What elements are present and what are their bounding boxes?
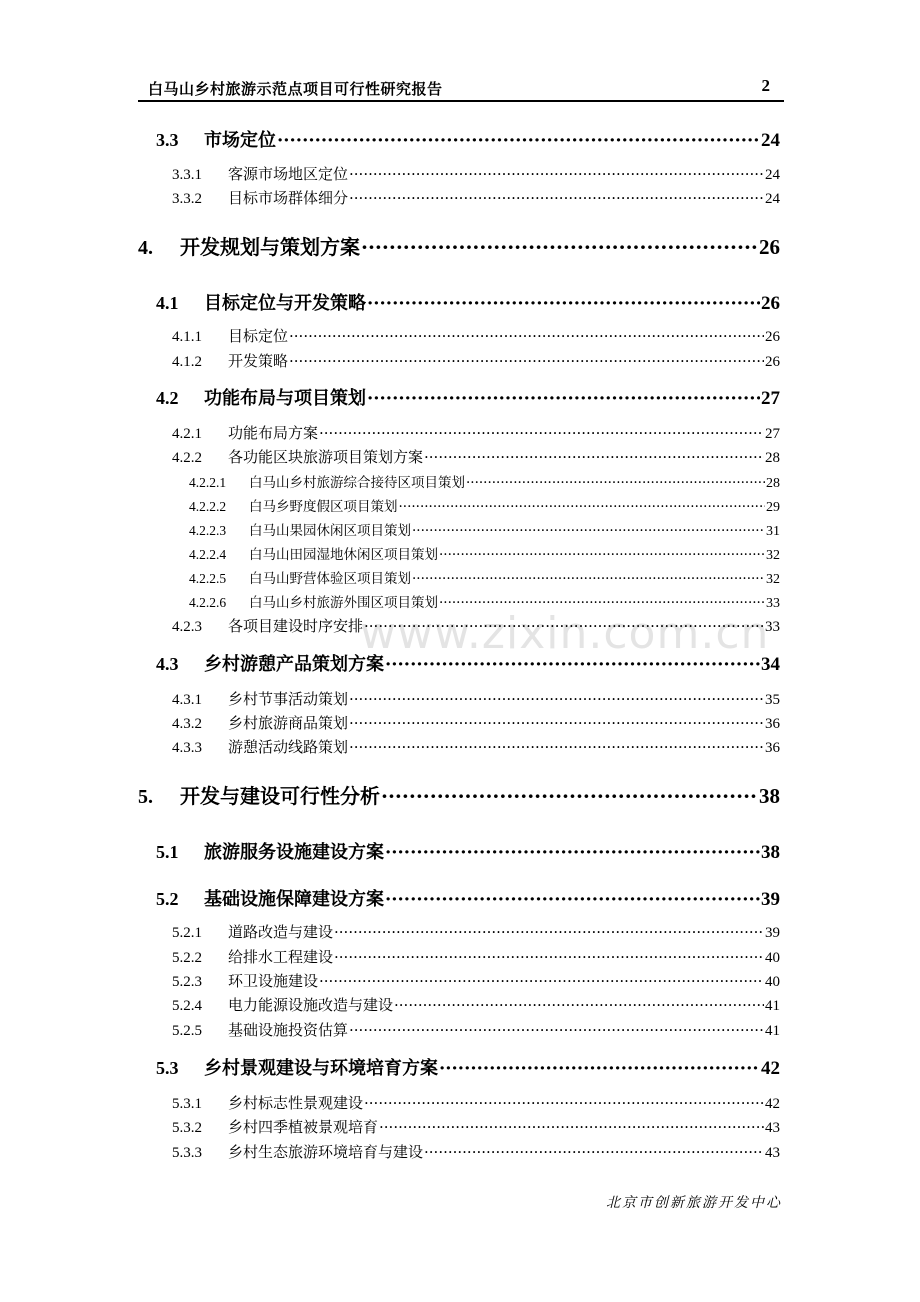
toc-entry-title: 白马山乡村旅游外围区项目策划 (249, 595, 438, 611)
toc-dot-leader (334, 923, 764, 941)
toc-entry-page: 43 (765, 1145, 780, 1161)
toc-entry-number: 5.2.1 (172, 925, 202, 941)
toc-dot-leader (439, 547, 765, 563)
toc-entry-number: 4.3.2 (172, 716, 202, 732)
toc-dot-leader (349, 189, 764, 207)
toc-dot-leader (412, 571, 765, 587)
toc-dot-leader (319, 424, 764, 442)
toc-dot-leader (367, 293, 760, 314)
watermark: www.zixin.com.cn (360, 608, 770, 659)
toc-entry-page: 42 (761, 1058, 780, 1079)
toc-entry[interactable] (172, 736, 780, 757)
toc-entry-page: 29 (766, 500, 780, 515)
toc-entry-number: 4.2.2.5 (189, 571, 227, 586)
header-title: 白马山乡村旅游示范点项目可行性研究报告 (148, 80, 443, 98)
toc-entry-title: 乡村四季植被景观培育 (228, 1118, 379, 1136)
toc-entry-number: 5.3 (156, 1058, 179, 1078)
toc-entry-title: 旅游服务设施建设方案 (204, 842, 384, 863)
toc-entry[interactable] (172, 994, 780, 1015)
toc-entry-title: 乡村节事活动策划 (228, 690, 349, 708)
toc-entry[interactable] (156, 838, 780, 864)
header-page-number: 2 (761, 76, 770, 95)
toc-entry-title: 电力能源设施改造与建设 (228, 996, 394, 1014)
toc-entry-title: 给排水工程建设 (228, 948, 334, 966)
toc-entry-page: 24 (765, 191, 780, 207)
toc-dot-leader (385, 654, 760, 675)
toc-entry[interactable] (172, 1141, 780, 1162)
toc-entry-number: 5.2 (156, 889, 179, 909)
toc-entry-number: 3.3.2 (172, 191, 202, 207)
toc-entry-page: 26 (765, 329, 780, 345)
toc-entry-number: 3.3.1 (172, 167, 202, 183)
toc-entry-number: 5.3.1 (172, 1096, 202, 1112)
toc-entry-number: 4.2.2 (172, 450, 202, 466)
toc-dot-leader (349, 690, 764, 708)
toc-entry-title: 白马山果园休闲区项目策划 (249, 523, 411, 539)
toc-dot-leader (349, 165, 764, 183)
toc-entry-title: 各项目建设时序安排 (228, 617, 364, 635)
toc-entry[interactable] (189, 519, 780, 540)
toc-entry[interactable] (189, 495, 780, 516)
toc-dot-leader (424, 1143, 764, 1161)
toc-entry-page: 40 (765, 974, 780, 990)
toc-entry-number: 4.2 (156, 388, 179, 408)
toc-entry-page: 32 (766, 548, 780, 563)
toc-entry[interactable] (172, 615, 780, 636)
toc-entry-number: 4.2.1 (172, 426, 202, 442)
toc-entry-title: 道路改造与建设 (228, 923, 334, 941)
toc-dot-leader (349, 714, 764, 732)
toc-dot-leader (466, 475, 765, 491)
toc-entry[interactable] (156, 650, 780, 676)
toc-entry-title: 乡村生态旅游环境培育与建设 (228, 1143, 424, 1161)
toc-entry-number: 5.3.3 (172, 1145, 202, 1161)
toc-entry-number: 4.3 (156, 654, 179, 674)
toc-entry-number: 4.2.2.6 (189, 595, 227, 610)
toc-entry[interactable] (172, 422, 780, 443)
toc-entry-page: 24 (761, 130, 780, 151)
toc-entry-number: 4.3.1 (172, 692, 202, 708)
toc-entry-number: 4. (138, 237, 153, 259)
toc-entry-title: 环卫设施建设 (228, 972, 319, 990)
toc-entry-number: 3.3 (156, 130, 179, 150)
page-header (138, 74, 784, 102)
toc-entry-page: 26 (765, 354, 780, 370)
toc-dot-leader (412, 523, 765, 539)
toc-entry-page: 31 (766, 524, 780, 539)
toc-entry-page: 38 (759, 784, 780, 808)
toc-entry[interactable] (172, 712, 780, 733)
toc-entry[interactable] (172, 325, 780, 346)
toc-entry-page: 36 (765, 716, 780, 732)
toc-entry-title: 市场定位 (204, 130, 276, 151)
toc-entry-page: 28 (766, 476, 780, 491)
toc-dot-leader (394, 996, 764, 1014)
toc-entry-page: 34 (761, 654, 780, 675)
toc-entry[interactable] (172, 921, 780, 942)
toc-entry-title: 乡村游憩产品策划方案 (204, 654, 384, 675)
toc-entry[interactable] (172, 946, 780, 967)
toc-entry-title: 功能布局方案 (228, 424, 319, 442)
toc-dot-leader (334, 948, 764, 966)
toc-dot-leader (364, 617, 764, 635)
toc-entry-number: 5.3.2 (172, 1120, 202, 1136)
toc-entry-title: 白马山乡村旅游综合接待区项目策划 (249, 475, 465, 491)
toc-entry-page: 40 (765, 950, 780, 966)
toc-entry-number: 4.1 (156, 293, 179, 313)
toc-entry[interactable] (172, 187, 780, 208)
toc-entry-number: 4.1.1 (172, 329, 202, 345)
toc-entry-page: 39 (761, 889, 780, 910)
toc-entry-number: 4.1.2 (172, 354, 202, 370)
toc-entry[interactable] (189, 471, 780, 492)
toc-entry-title: 基础设施投资估算 (228, 1021, 349, 1039)
toc-dot-leader (349, 1021, 764, 1039)
toc-entry-title: 目标定位与开发策略 (204, 293, 366, 314)
toc-entry-page: 26 (761, 293, 780, 314)
toc-entry[interactable] (172, 970, 780, 991)
toc-entry-title: 各功能区块旅游项目策划方案 (228, 448, 424, 466)
toc-entry-page: 33 (766, 596, 780, 611)
toc-entry-title: 基础设施保障建设方案 (204, 889, 384, 910)
toc-entry-page: 26 (759, 235, 780, 259)
toc-entry[interactable] (172, 446, 780, 467)
toc-entry[interactable] (172, 163, 780, 184)
toc-entry-title: 白马山野营体验区项目策划 (249, 571, 411, 587)
toc-entry-title: 乡村旅游商品策划 (228, 714, 349, 732)
toc-entry[interactable] (172, 350, 780, 371)
toc-entry-page: 36 (765, 740, 780, 756)
toc-dot-leader (385, 842, 760, 863)
toc-dot-leader (364, 1094, 764, 1112)
toc-entry-title: 客源市场地区定位 (228, 165, 349, 183)
footer-organization: 北京市创新旅游开发中心 (606, 1195, 782, 1211)
toc-entry-page: 38 (761, 842, 780, 863)
toc-entry-number: 5.2.3 (172, 974, 202, 990)
toc-dot-leader (424, 448, 764, 466)
toc-entry[interactable] (156, 885, 780, 911)
toc-dot-leader (385, 889, 760, 910)
toc-entry-page: 43 (765, 1120, 780, 1136)
toc-entry-page: 33 (765, 619, 780, 635)
toc-dot-leader (439, 1058, 760, 1079)
toc-entry-title: 乡村标志性景观建设 (228, 1094, 364, 1112)
toc-entry-number: 4.2.2.4 (189, 547, 227, 562)
toc-entry-number: 5.2.5 (172, 1023, 202, 1039)
toc-entry-number: 4.2.2.2 (189, 499, 227, 514)
toc-entry[interactable] (172, 1116, 780, 1137)
toc-entry-number: 5.2.2 (172, 950, 202, 966)
toc-entry-title: 开发与建设可行性分析 (180, 784, 380, 808)
toc-dot-leader (399, 499, 766, 515)
toc-dot-leader (319, 972, 764, 990)
toc-entry[interactable] (138, 231, 780, 260)
toc-entry-page: 41 (765, 998, 780, 1014)
toc-entry-page: 35 (765, 692, 780, 708)
toc-entry-page: 39 (765, 925, 780, 941)
toc-dot-leader (381, 784, 758, 808)
toc-entry[interactable] (189, 543, 780, 564)
toc-entry[interactable] (156, 289, 780, 315)
toc-entry-number: 4.2.2.3 (189, 523, 227, 538)
toc-dot-leader (289, 327, 764, 345)
toc-entry-page: 32 (766, 572, 780, 587)
toc-dot-leader (379, 1118, 764, 1136)
toc-entry-title: 目标市场群体细分 (228, 189, 349, 207)
toc-entry-title: 游憩活动线路策划 (228, 738, 349, 756)
toc-entry-number: 4.2.3 (172, 619, 202, 635)
toc-entry-title: 开发规划与策划方案 (180, 235, 360, 259)
toc-entry-page: 27 (765, 426, 780, 442)
toc-entry-number: 5.1 (156, 842, 179, 862)
toc-entry[interactable] (172, 1092, 780, 1113)
toc-entry-page: 41 (765, 1023, 780, 1039)
toc-dot-leader (349, 738, 764, 756)
toc-entry-number: 4.3.3 (172, 740, 202, 756)
toc-entry[interactable] (189, 591, 780, 612)
toc-entry-number: 5.2.4 (172, 998, 202, 1014)
toc-entry-title: 开发策略 (228, 352, 289, 370)
toc-dot-leader (439, 595, 765, 611)
toc-entry[interactable] (156, 384, 780, 410)
toc-entry-number: 4.2.2.1 (189, 475, 227, 490)
toc-dot-leader (277, 130, 760, 151)
toc-entry-page: 28 (765, 450, 780, 466)
toc-entry-title: 乡村景观建设与环境培育方案 (204, 1058, 438, 1079)
toc-entry[interactable] (172, 1019, 780, 1040)
toc-entry[interactable] (172, 688, 780, 709)
toc-entry-page: 42 (765, 1096, 780, 1112)
toc-entry-number: 5. (138, 786, 153, 808)
toc-entry-title: 目标定位 (228, 327, 289, 345)
toc-entry-title: 白马乡野度假区项目策划 (249, 499, 398, 515)
toc-dot-leader (289, 352, 764, 370)
toc-dot-leader (361, 235, 758, 259)
toc-entry[interactable] (156, 126, 780, 152)
toc-entry-page: 24 (765, 167, 780, 183)
toc-entry-title: 功能布局与项目策划 (204, 388, 366, 409)
toc-entry[interactable] (189, 567, 780, 588)
toc-entry-title: 白马山田园湿地休闲区项目策划 (249, 547, 438, 563)
toc-dot-leader (367, 388, 760, 409)
toc-entry-page: 27 (761, 388, 780, 409)
toc-entry[interactable] (138, 780, 780, 809)
toc-entry[interactable] (156, 1054, 780, 1080)
